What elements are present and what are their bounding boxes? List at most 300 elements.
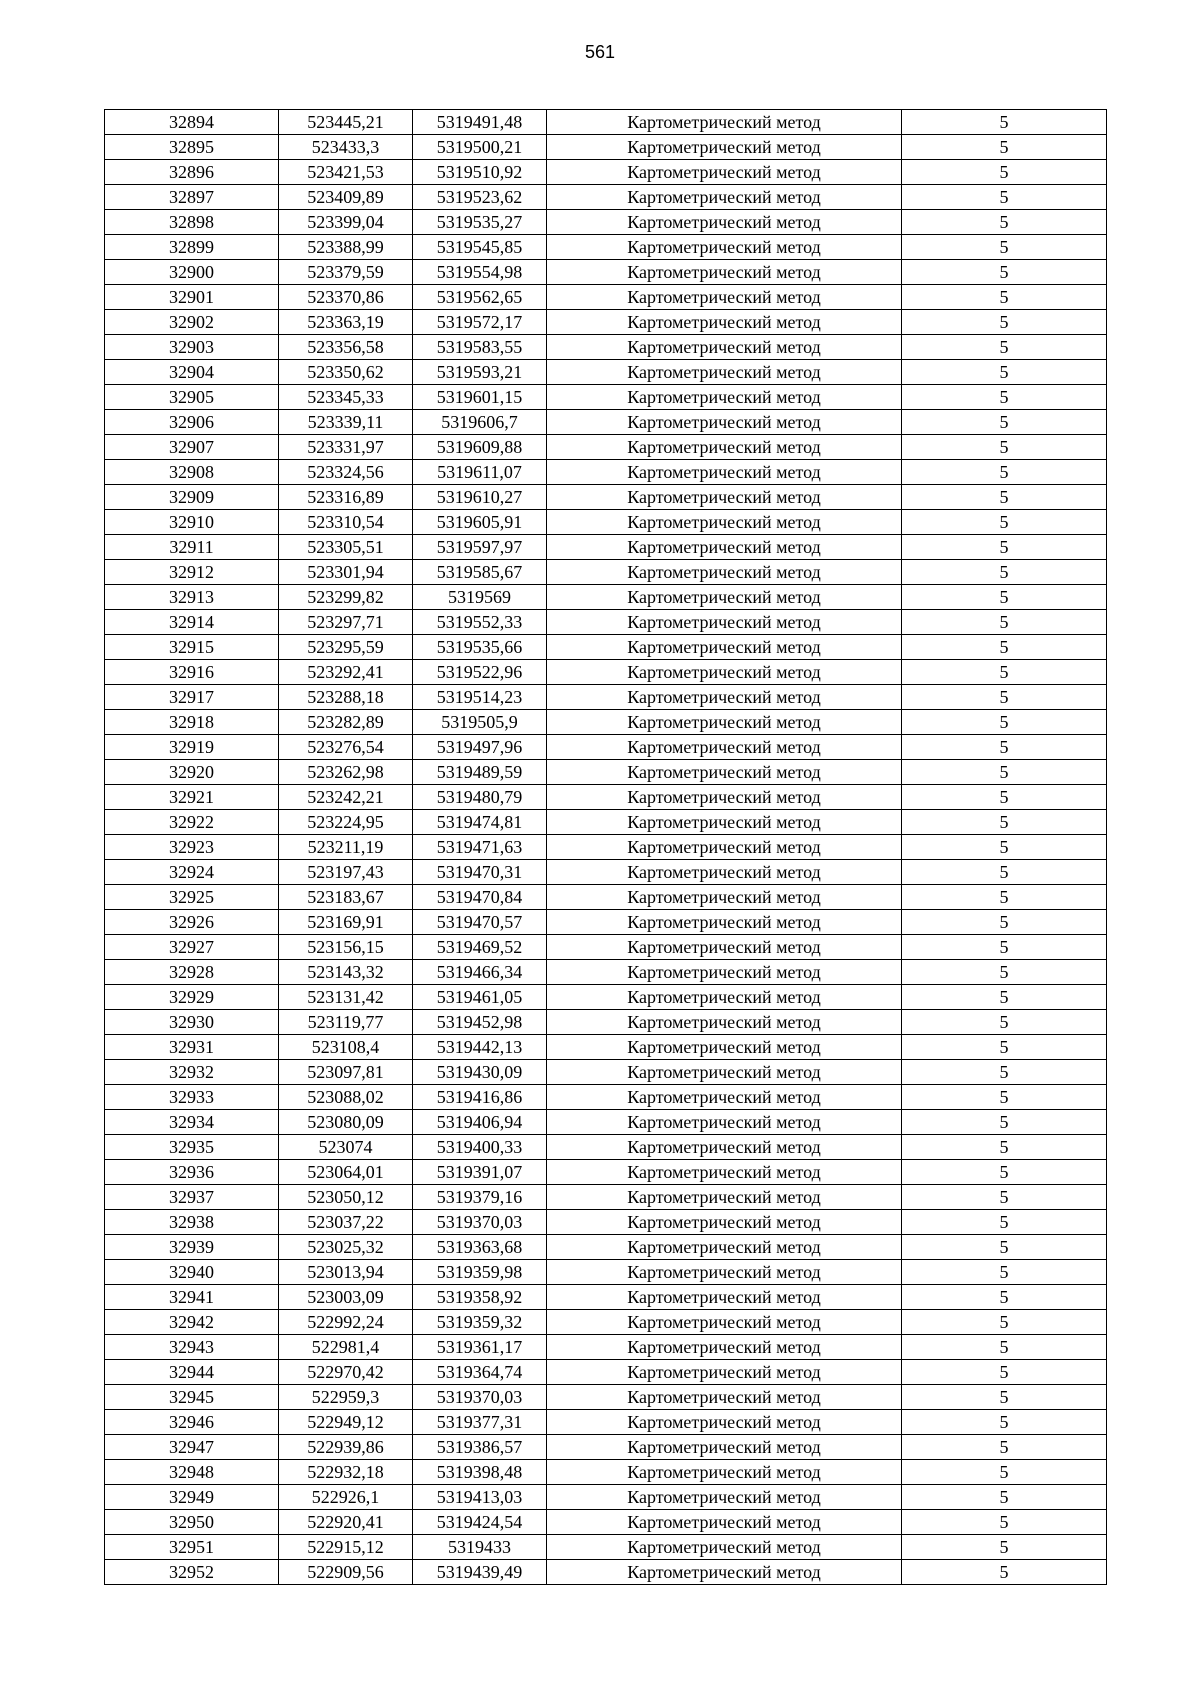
x-coordinate-cell: 523295,59	[279, 635, 413, 660]
method-cell: Картометрический метод	[547, 810, 902, 835]
table-row	[105, 710, 1107, 735]
point-number-cell: 32946	[105, 1410, 279, 1435]
point-number-cell: 32900	[105, 260, 279, 285]
accuracy-cell: 5	[902, 160, 1107, 185]
table-row	[105, 860, 1107, 885]
point-number-cell: 32948	[105, 1460, 279, 1485]
y-coordinate-cell: 5319359,98	[413, 1260, 547, 1285]
point-number-cell: 32944	[105, 1360, 279, 1385]
y-coordinate-cell: 5319601,15	[413, 385, 547, 410]
point-number-cell: 32921	[105, 785, 279, 810]
accuracy-cell: 5	[902, 110, 1107, 135]
x-coordinate-cell: 523143,32	[279, 960, 413, 985]
accuracy-cell: 5	[902, 1060, 1107, 1085]
table-row	[105, 460, 1107, 485]
accuracy-cell: 5	[902, 1035, 1107, 1060]
x-coordinate-cell: 523003,09	[279, 1285, 413, 1310]
table-row	[105, 1260, 1107, 1285]
x-coordinate-cell: 523131,42	[279, 985, 413, 1010]
x-coordinate-cell: 523324,56	[279, 460, 413, 485]
x-coordinate-cell: 523156,15	[279, 935, 413, 960]
y-coordinate-cell: 5319593,21	[413, 360, 547, 385]
table-row	[105, 510, 1107, 535]
point-number-cell: 32924	[105, 860, 279, 885]
accuracy-cell: 5	[902, 985, 1107, 1010]
table-row	[105, 885, 1107, 910]
point-number-cell: 32943	[105, 1335, 279, 1360]
method-cell: Картометрический метод	[547, 110, 902, 135]
method-cell: Картометрический метод	[547, 660, 902, 685]
accuracy-cell: 5	[902, 585, 1107, 610]
x-coordinate-cell: 522909,56	[279, 1560, 413, 1585]
y-coordinate-cell: 5319597,97	[413, 535, 547, 560]
table-row	[105, 735, 1107, 760]
y-coordinate-cell: 5319398,48	[413, 1460, 547, 1485]
point-number-cell: 32894	[105, 110, 279, 135]
table-row	[105, 1135, 1107, 1160]
table-row	[105, 1185, 1107, 1210]
accuracy-cell: 5	[902, 835, 1107, 860]
point-number-cell: 32941	[105, 1285, 279, 1310]
method-cell: Картометрический метод	[547, 1210, 902, 1235]
point-number-cell: 32912	[105, 560, 279, 585]
accuracy-cell: 5	[902, 1435, 1107, 1460]
accuracy-cell: 5	[902, 535, 1107, 560]
point-number-cell: 32950	[105, 1510, 279, 1535]
method-cell: Картометрический метод	[547, 560, 902, 585]
y-coordinate-cell: 5319535,27	[413, 210, 547, 235]
method-cell: Картометрический метод	[547, 135, 902, 160]
accuracy-cell: 5	[902, 1135, 1107, 1160]
table-row	[105, 160, 1107, 185]
method-cell: Картометрический метод	[547, 1335, 902, 1360]
point-number-cell: 32908	[105, 460, 279, 485]
accuracy-cell: 5	[902, 1160, 1107, 1185]
method-cell: Картометрический метод	[547, 1310, 902, 1335]
y-coordinate-cell: 5319569	[413, 585, 547, 610]
y-coordinate-cell: 5319470,57	[413, 910, 547, 935]
accuracy-cell: 5	[902, 1410, 1107, 1435]
x-coordinate-cell: 523310,54	[279, 510, 413, 535]
method-cell: Картометрический метод	[547, 160, 902, 185]
table-row	[105, 1360, 1107, 1385]
method-cell: Картометрический метод	[547, 635, 902, 660]
point-number-cell: 32907	[105, 435, 279, 460]
table-row	[105, 385, 1107, 410]
accuracy-cell: 5	[902, 435, 1107, 460]
table-row	[105, 610, 1107, 635]
y-coordinate-cell: 5319497,96	[413, 735, 547, 760]
accuracy-cell: 5	[902, 485, 1107, 510]
y-coordinate-cell: 5319359,32	[413, 1310, 547, 1335]
method-cell: Картометрический метод	[547, 435, 902, 460]
table-row	[105, 1060, 1107, 1085]
point-number-cell: 32934	[105, 1110, 279, 1135]
y-coordinate-cell: 5319430,09	[413, 1060, 547, 1085]
method-cell: Картометрический метод	[547, 760, 902, 785]
point-number-cell: 32922	[105, 810, 279, 835]
point-number-cell: 32926	[105, 910, 279, 935]
x-coordinate-cell: 523409,89	[279, 185, 413, 210]
x-coordinate-cell: 523037,22	[279, 1210, 413, 1235]
point-number-cell: 32937	[105, 1185, 279, 1210]
method-cell: Картометрический метод	[547, 535, 902, 560]
accuracy-cell: 5	[902, 1260, 1107, 1285]
accuracy-cell: 5	[902, 1360, 1107, 1385]
x-coordinate-cell: 523363,19	[279, 310, 413, 335]
point-number-cell: 32939	[105, 1235, 279, 1260]
x-coordinate-cell: 523025,32	[279, 1235, 413, 1260]
accuracy-cell: 5	[902, 410, 1107, 435]
point-number-cell: 32923	[105, 835, 279, 860]
y-coordinate-cell: 5319391,07	[413, 1160, 547, 1185]
method-cell: Картометрический метод	[547, 985, 902, 1010]
method-cell: Картометрический метод	[547, 860, 902, 885]
accuracy-cell: 5	[902, 1010, 1107, 1035]
table-row	[105, 1035, 1107, 1060]
point-number-cell: 32901	[105, 285, 279, 310]
method-cell: Картометрический метод	[547, 1185, 902, 1210]
method-cell: Картометрический метод	[547, 335, 902, 360]
x-coordinate-cell: 522920,41	[279, 1510, 413, 1535]
x-coordinate-cell: 523108,4	[279, 1035, 413, 1060]
point-number-cell: 32945	[105, 1385, 279, 1410]
table-row	[105, 985, 1107, 1010]
table-row	[105, 1335, 1107, 1360]
y-coordinate-cell: 5319514,23	[413, 685, 547, 710]
point-number-cell: 32915	[105, 635, 279, 660]
y-coordinate-cell: 5319500,21	[413, 135, 547, 160]
point-number-cell: 32925	[105, 885, 279, 910]
method-cell: Картометрический метод	[547, 835, 902, 860]
y-coordinate-cell: 5319470,31	[413, 860, 547, 885]
x-coordinate-cell: 522939,86	[279, 1435, 413, 1460]
y-coordinate-cell: 5319606,7	[413, 410, 547, 435]
y-coordinate-cell: 5319583,55	[413, 335, 547, 360]
point-number-cell: 32933	[105, 1085, 279, 1110]
accuracy-cell: 5	[902, 460, 1107, 485]
y-coordinate-cell: 5319452,98	[413, 1010, 547, 1035]
table-row	[105, 935, 1107, 960]
point-number-cell: 32902	[105, 310, 279, 335]
y-coordinate-cell: 5319474,81	[413, 810, 547, 835]
accuracy-cell: 5	[902, 810, 1107, 835]
y-coordinate-cell: 5319480,79	[413, 785, 547, 810]
accuracy-cell: 5	[902, 610, 1107, 635]
table-row	[105, 760, 1107, 785]
method-cell: Картометрический метод	[547, 1060, 902, 1085]
x-coordinate-cell: 523388,99	[279, 235, 413, 260]
x-coordinate-cell: 522992,24	[279, 1310, 413, 1335]
accuracy-cell: 5	[902, 185, 1107, 210]
x-coordinate-cell: 523276,54	[279, 735, 413, 760]
y-coordinate-cell: 5319469,52	[413, 935, 547, 960]
method-cell: Картометрический метод	[547, 510, 902, 535]
y-coordinate-cell: 5319605,91	[413, 510, 547, 535]
table-row	[105, 1085, 1107, 1110]
x-coordinate-cell: 523119,77	[279, 1010, 413, 1035]
point-number-cell: 32930	[105, 1010, 279, 1035]
accuracy-cell: 5	[902, 510, 1107, 535]
point-number-cell: 32919	[105, 735, 279, 760]
accuracy-cell: 5	[902, 1335, 1107, 1360]
y-coordinate-cell: 5319400,33	[413, 1135, 547, 1160]
method-cell: Картометрический метод	[547, 1160, 902, 1185]
table-row	[105, 785, 1107, 810]
accuracy-cell: 5	[902, 1310, 1107, 1335]
y-coordinate-cell: 5319363,68	[413, 1235, 547, 1260]
x-coordinate-cell: 523224,95	[279, 810, 413, 835]
table-row	[105, 810, 1107, 835]
method-cell: Картометрический метод	[547, 310, 902, 335]
point-number-cell: 32918	[105, 710, 279, 735]
x-coordinate-cell: 523074	[279, 1135, 413, 1160]
y-coordinate-cell: 5319489,59	[413, 760, 547, 785]
accuracy-cell: 5	[902, 635, 1107, 660]
point-number-cell: 32931	[105, 1035, 279, 1060]
y-coordinate-cell: 5319424,54	[413, 1510, 547, 1535]
accuracy-cell: 5	[902, 860, 1107, 885]
table-row	[105, 210, 1107, 235]
table-row	[105, 410, 1107, 435]
method-cell: Картометрический метод	[547, 1460, 902, 1485]
accuracy-cell: 5	[902, 310, 1107, 335]
method-cell: Картометрический метод	[547, 210, 902, 235]
x-coordinate-cell: 523331,97	[279, 435, 413, 460]
method-cell: Картометрический метод	[547, 1535, 902, 1560]
method-cell: Картометрический метод	[547, 1285, 902, 1310]
x-coordinate-cell: 522915,12	[279, 1535, 413, 1560]
method-cell: Картометрический метод	[547, 1010, 902, 1035]
method-cell: Картометрический метод	[547, 285, 902, 310]
table-row	[105, 1110, 1107, 1135]
point-number-cell: 32928	[105, 960, 279, 985]
point-number-cell: 32909	[105, 485, 279, 510]
y-coordinate-cell: 5319523,62	[413, 185, 547, 210]
table-row	[105, 185, 1107, 210]
x-coordinate-cell: 523088,02	[279, 1085, 413, 1110]
method-cell: Картометрический метод	[547, 910, 902, 935]
point-number-cell: 32899	[105, 235, 279, 260]
accuracy-cell: 5	[902, 385, 1107, 410]
table-row	[105, 685, 1107, 710]
method-cell: Картометрический метод	[547, 485, 902, 510]
y-coordinate-cell: 5319522,96	[413, 660, 547, 685]
x-coordinate-cell: 523064,01	[279, 1160, 413, 1185]
point-number-cell: 32932	[105, 1060, 279, 1085]
coordinates-table-body	[105, 110, 1107, 1585]
x-coordinate-cell: 523080,09	[279, 1110, 413, 1135]
table-row	[105, 1385, 1107, 1410]
point-number-cell: 32910	[105, 510, 279, 535]
point-number-cell: 32914	[105, 610, 279, 635]
y-coordinate-cell: 5319433	[413, 1535, 547, 1560]
y-coordinate-cell: 5319413,03	[413, 1485, 547, 1510]
method-cell: Картометрический метод	[547, 1235, 902, 1260]
x-coordinate-cell: 523242,21	[279, 785, 413, 810]
method-cell: Картометрический метод	[547, 1135, 902, 1160]
accuracy-cell: 5	[902, 335, 1107, 360]
method-cell: Картометрический метод	[547, 1110, 902, 1135]
accuracy-cell: 5	[902, 1460, 1107, 1485]
accuracy-cell: 5	[902, 1210, 1107, 1235]
method-cell: Картометрический метод	[547, 360, 902, 385]
table-row	[105, 1535, 1107, 1560]
coordinates-table	[104, 109, 1107, 1585]
x-coordinate-cell: 523297,71	[279, 610, 413, 635]
method-cell: Картометрический метод	[547, 610, 902, 635]
table-row	[105, 1235, 1107, 1260]
point-number-cell: 32952	[105, 1560, 279, 1585]
table-row	[105, 310, 1107, 335]
table-row	[105, 835, 1107, 860]
point-number-cell: 32947	[105, 1435, 279, 1460]
method-cell: Картометрический метод	[547, 960, 902, 985]
x-coordinate-cell: 522926,1	[279, 1485, 413, 1510]
method-cell: Картометрический метод	[547, 685, 902, 710]
x-coordinate-cell: 523292,41	[279, 660, 413, 685]
accuracy-cell: 5	[902, 285, 1107, 310]
y-coordinate-cell: 5319505,9	[413, 710, 547, 735]
method-cell: Картометрический метод	[547, 1085, 902, 1110]
table-row	[105, 1560, 1107, 1585]
accuracy-cell: 5	[902, 760, 1107, 785]
method-cell: Картометрический метод	[547, 585, 902, 610]
accuracy-cell: 5	[902, 1535, 1107, 1560]
method-cell: Картометрический метод	[547, 1485, 902, 1510]
x-coordinate-cell: 523305,51	[279, 535, 413, 560]
y-coordinate-cell: 5319386,57	[413, 1435, 547, 1460]
table-row	[105, 1285, 1107, 1310]
method-cell: Картометрический метод	[547, 1510, 902, 1535]
table-row	[105, 360, 1107, 385]
table-row	[105, 635, 1107, 660]
point-number-cell: 32903	[105, 335, 279, 360]
method-cell: Картометрический метод	[547, 410, 902, 435]
x-coordinate-cell: 522949,12	[279, 1410, 413, 1435]
table-row	[105, 135, 1107, 160]
accuracy-cell: 5	[902, 710, 1107, 735]
point-number-cell: 32906	[105, 410, 279, 435]
method-cell: Картометрический метод	[547, 735, 902, 760]
y-coordinate-cell: 5319406,94	[413, 1110, 547, 1135]
accuracy-cell: 5	[902, 960, 1107, 985]
y-coordinate-cell: 5319370,03	[413, 1385, 547, 1410]
y-coordinate-cell: 5319461,05	[413, 985, 547, 1010]
x-coordinate-cell: 523316,89	[279, 485, 413, 510]
method-cell: Картометрический метод	[547, 1360, 902, 1385]
accuracy-cell: 5	[902, 1285, 1107, 1310]
point-number-cell: 32898	[105, 210, 279, 235]
x-coordinate-cell: 522959,3	[279, 1385, 413, 1410]
y-coordinate-cell: 5319358,92	[413, 1285, 547, 1310]
table-row	[105, 960, 1107, 985]
y-coordinate-cell: 5319442,13	[413, 1035, 547, 1060]
table-row	[105, 910, 1107, 935]
method-cell: Картометрический метод	[547, 235, 902, 260]
method-cell: Картометрический метод	[547, 185, 902, 210]
table-row	[105, 235, 1107, 260]
point-number-cell: 32940	[105, 1260, 279, 1285]
accuracy-cell: 5	[902, 935, 1107, 960]
y-coordinate-cell: 5319466,34	[413, 960, 547, 985]
point-number-cell: 32951	[105, 1535, 279, 1560]
accuracy-cell: 5	[902, 785, 1107, 810]
table-row	[105, 285, 1107, 310]
x-coordinate-cell: 523301,94	[279, 560, 413, 585]
accuracy-cell: 5	[902, 1560, 1107, 1585]
y-coordinate-cell: 5319361,17	[413, 1335, 547, 1360]
table-row	[105, 1160, 1107, 1185]
table-row	[105, 1310, 1107, 1335]
method-cell: Картометрический метод	[547, 1035, 902, 1060]
x-coordinate-cell: 523013,94	[279, 1260, 413, 1285]
method-cell: Картометрический метод	[547, 1260, 902, 1285]
accuracy-cell: 5	[902, 735, 1107, 760]
accuracy-cell: 5	[902, 1235, 1107, 1260]
accuracy-cell: 5	[902, 1110, 1107, 1135]
y-coordinate-cell: 5319510,92	[413, 160, 547, 185]
x-coordinate-cell: 523183,67	[279, 885, 413, 910]
method-cell: Картометрический метод	[547, 1410, 902, 1435]
method-cell: Картометрический метод	[547, 1385, 902, 1410]
point-number-cell: 32935	[105, 1135, 279, 1160]
accuracy-cell: 5	[902, 1085, 1107, 1110]
method-cell: Картометрический метод	[547, 260, 902, 285]
x-coordinate-cell: 523421,53	[279, 160, 413, 185]
accuracy-cell: 5	[902, 910, 1107, 935]
accuracy-cell: 5	[902, 235, 1107, 260]
method-cell: Картометрический метод	[547, 785, 902, 810]
accuracy-cell: 5	[902, 1185, 1107, 1210]
y-coordinate-cell: 5319416,86	[413, 1085, 547, 1110]
x-coordinate-cell: 523379,59	[279, 260, 413, 285]
x-coordinate-cell: 523370,86	[279, 285, 413, 310]
y-coordinate-cell: 5319470,84	[413, 885, 547, 910]
table-row	[105, 585, 1107, 610]
y-coordinate-cell: 5319439,49	[413, 1560, 547, 1585]
y-coordinate-cell: 5319379,16	[413, 1185, 547, 1210]
y-coordinate-cell: 5319585,67	[413, 560, 547, 585]
y-coordinate-cell: 5319491,48	[413, 110, 547, 135]
table-row	[105, 1485, 1107, 1510]
x-coordinate-cell: 522981,4	[279, 1335, 413, 1360]
x-coordinate-cell: 523050,12	[279, 1185, 413, 1210]
y-coordinate-cell: 5319611,07	[413, 460, 547, 485]
method-cell: Картометрический метод	[547, 385, 902, 410]
point-number-cell: 32936	[105, 1160, 279, 1185]
point-number-cell: 32905	[105, 385, 279, 410]
method-cell: Картометрический метод	[547, 460, 902, 485]
x-coordinate-cell: 523339,11	[279, 410, 413, 435]
point-number-cell: 32949	[105, 1485, 279, 1510]
y-coordinate-cell: 5319562,65	[413, 285, 547, 310]
table-row	[105, 1210, 1107, 1235]
table-row	[105, 1010, 1107, 1035]
method-cell: Картометрический метод	[547, 1435, 902, 1460]
table-row	[105, 260, 1107, 285]
y-coordinate-cell: 5319545,85	[413, 235, 547, 260]
y-coordinate-cell: 5319364,74	[413, 1360, 547, 1385]
point-number-cell: 32897	[105, 185, 279, 210]
table-row	[105, 485, 1107, 510]
y-coordinate-cell: 5319554,98	[413, 260, 547, 285]
accuracy-cell: 5	[902, 885, 1107, 910]
x-coordinate-cell: 522970,42	[279, 1360, 413, 1385]
y-coordinate-cell: 5319610,27	[413, 485, 547, 510]
table-row	[105, 560, 1107, 585]
x-coordinate-cell: 523288,18	[279, 685, 413, 710]
